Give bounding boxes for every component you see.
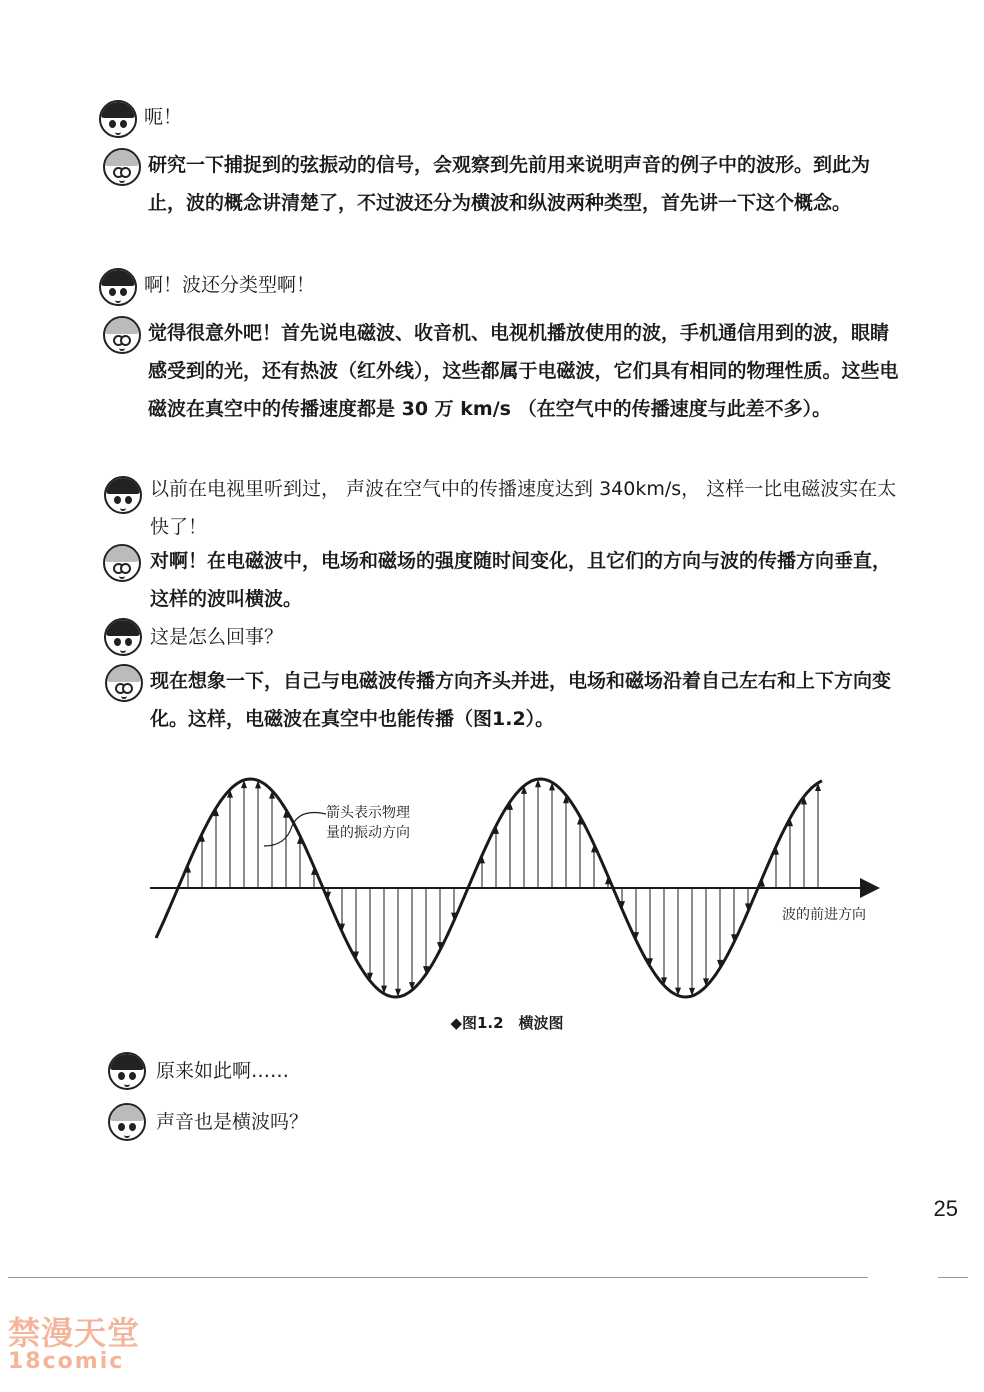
- dialogue-line: 对啊！在电磁波中，电场和磁场的强度随时间变化，且它们的方向与波的传播方向垂直，这样的波叫横波。: [150, 550, 892, 610]
- bottom-rule: [8, 1277, 868, 1278]
- dialogue-line: 研究一下捕捉到的弦振动的信号，会观察到先前用来说明声音的例子中的波形。到此为止，波的概念讲清楚了，不过波还分为横波和纵波两种类型，首先讲一下这个概念。: [148, 154, 871, 214]
- page-number: 25: [933, 1196, 958, 1221]
- dialogue-line: 原来如此啊……: [156, 1060, 290, 1082]
- watermark-line1: 禁漫天堂: [8, 1314, 141, 1352]
- dialogue-line: 觉得很意外吧！首先说电磁波、收音机、电视机播放使用的波，手机通信用到的波，眼睛感受到的光，还有热波（红外线），这些都属于电磁波，它们具有相同的物理性质。这些电磁波在真空中的传播速度都是 30 万 km/s （在空气中的传播速度与此差不多）。: [148, 322, 899, 420]
- annotation-leader-line: [264, 813, 326, 847]
- dialogue-line: 声音也是横波吗？: [156, 1111, 309, 1133]
- dialogue-line: 呃！: [144, 106, 183, 128]
- dialogue-line: 以前在电视里听到过， 声波在空气中的传播速度达到 340km/s， 这样一比电磁波实在太快了！: [150, 478, 897, 538]
- bottom-rule-right: [938, 1277, 968, 1278]
- watermark-line2: 18comic: [8, 1349, 125, 1374]
- axis-label: 波的前进方向: [782, 907, 866, 923]
- dialogue-line: 这是怎么回事？: [150, 626, 284, 648]
- watermark: [8, 1316, 140, 1374]
- annotation-text-line1: 箭头表示物理: [326, 805, 410, 821]
- dialogue-line: 现在想象一下，自己与电磁波传播方向齐头并进，电场和磁场沿着自己左右和上下方向变化。这样，电磁波在真空中也能传播（图1.2）。: [150, 670, 892, 730]
- figure-caption: ◆图1.2 横波图: [450, 1014, 564, 1032]
- dialogue-line: 啊！波还分类型啊！: [144, 274, 316, 296]
- annotation-text-line2: 量的振动方向: [326, 825, 410, 841]
